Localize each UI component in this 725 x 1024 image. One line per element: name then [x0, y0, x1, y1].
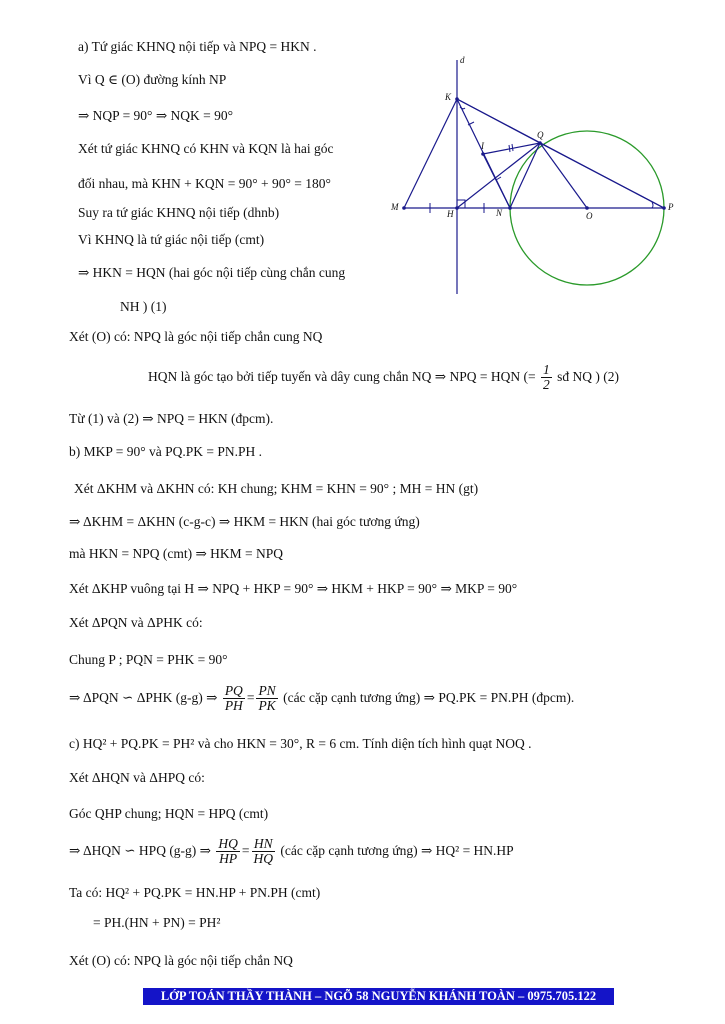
text-segment: (các cặp cạnh tương ứng) ⇒ PQ.PK = PN.PH (đpcm).	[283, 690, 575, 705]
fraction-hn-hq	[252, 837, 276, 866]
geometry-figure	[388, 52, 683, 297]
point-o	[585, 206, 589, 210]
text-segment: (các cặp cạnh tương ứng) ⇒ HQ² = HN.HP	[280, 843, 514, 858]
equals-sign: =	[246, 690, 255, 705]
angle-mark-k	[460, 107, 465, 109]
segment-in	[483, 154, 510, 208]
text-line: Ta có: HQ² + PQ.PK = HN.HP + PN.PH (cmt)	[69, 885, 321, 900]
fraction-denominator: 2	[542, 377, 550, 393]
fraction-numerator: HN	[252, 837, 276, 852]
fraction-half	[541, 363, 552, 392]
text-line: Xét (O) có: NPQ là góc nội tiếp chắn cung NQ	[69, 329, 323, 344]
segment-qo	[540, 143, 587, 208]
text-line: Xét ΔHQN và ΔHPQ có:	[69, 770, 205, 785]
fraction-numerator: PQ	[224, 683, 243, 699]
text-line: đối nhau, mà KHN + KQN = 90° + 90° = 180°	[78, 176, 331, 191]
fraction-denominator: HP	[219, 851, 238, 867]
segment-mk	[404, 99, 457, 208]
segment-nq	[510, 143, 540, 208]
point-h	[455, 206, 459, 210]
text-line: Xét ΔKHM và ΔKHN có: KH chung; KHM = KHN = 90° ; MH = HN (gt)	[74, 481, 479, 496]
fraction-numerator: HQ	[218, 836, 238, 852]
label-h: H	[447, 209, 454, 219]
fraction-denominator: HQ	[253, 851, 273, 867]
text-line-fraction	[69, 680, 574, 716]
point-m	[402, 206, 406, 210]
text-line: Chung P ; PQN = PHK = 90°	[69, 652, 228, 667]
fraction-pn-pk	[256, 684, 277, 713]
text-line: c) HQ² + PQ.PK = PH² và cho HKN = 30°, R = 6 cm. Tính diện tích hình quạt NOQ .	[69, 736, 532, 751]
label-q: Q	[537, 130, 544, 140]
text-line-fraction	[148, 362, 619, 392]
label-m: M	[391, 202, 399, 212]
fraction-numerator: 1	[542, 362, 550, 378]
text-line: ⇒ NQP = 90° ⇒ NQK = 90°	[78, 108, 234, 123]
label-k: K	[445, 92, 452, 102]
footer-banner: LỚP TOÁN THẦY THÀNH – NGÕ 58 NGUYỄN KHÁNH TOÀN – 0975.705.122	[143, 988, 614, 1005]
point-k	[455, 97, 459, 101]
fraction-denominator: PK	[258, 698, 276, 714]
text-line: Vì Q ∈ (O) đường kính NP	[78, 72, 227, 87]
text-segment: HQN là góc tạo bởi tiếp tuyến và dây cung chắn NQ ⇒ NPQ = HQN (=	[148, 369, 536, 384]
point-n	[508, 206, 512, 210]
label-d: d	[460, 55, 465, 65]
text-segment: ⇒ ΔPQN ∽ ΔPHK (g-g) ⇒	[69, 690, 218, 705]
text-line: ⇒ ΔKHM = ΔKHN (c-g-c) ⇒ HKM = HKN (hai góc tương ứng)	[69, 514, 420, 529]
tick-mark-iq	[509, 145, 510, 152]
text-line: Từ (1) và (2) ⇒ NPQ = HKN (đpcm).	[69, 411, 274, 426]
text-line: Xét ΔKHP vuông tại H ⇒ NPQ + HKP = 90° ⇒ HKM + HKP = 90° ⇒ MKP = 90°	[69, 581, 518, 596]
angle-mark-p	[652, 202, 653, 208]
segment-qp	[540, 143, 664, 208]
label-n: N	[496, 208, 503, 218]
fraction-denominator: PH	[224, 698, 243, 714]
text-line: Góc QHP chung; HQN = HPQ (cmt)	[69, 806, 269, 821]
segment-hq	[457, 143, 540, 208]
text-line: Vì KHNQ là tứ giác nội tiếp (cmt)	[78, 232, 265, 247]
text-segment: sđ NQ ) (2)	[557, 369, 619, 384]
text-line: NH ) (1)	[120, 299, 167, 314]
point-q	[538, 141, 542, 145]
text-line: Xét (O) có: NPQ là góc nội tiếp chắn NQ	[69, 953, 293, 968]
text-line: Xét ΔPQN và ΔPHK có:	[69, 615, 203, 630]
text-line: Xét tứ giác KHNQ có KHN và KQN là hai góc	[78, 141, 334, 156]
label-p: P	[668, 202, 674, 212]
fraction-numerator: PN	[258, 683, 276, 699]
text-line: = PH.(HN + PN) = PH²	[93, 915, 221, 930]
point-i	[481, 152, 485, 156]
text-line-fraction	[69, 833, 514, 869]
text-line: Suy ra tứ giác KHNQ nội tiếp (dhnb)	[78, 205, 280, 220]
fraction-pq-ph	[223, 684, 245, 713]
text-line: mà HKN = NPQ (cmt) ⇒ HKM = NPQ	[69, 546, 284, 561]
fraction-hq-hp	[216, 837, 240, 866]
equals-sign: =	[241, 843, 250, 858]
point-p	[662, 206, 666, 210]
segment-iq	[483, 143, 540, 154]
text-line: a) Tứ giác KHNQ nội tiếp và NPQ = HKN .	[78, 39, 317, 54]
text-line: b) MKP = 90° và PQ.PK = PN.PH .	[69, 444, 263, 459]
text-segment: ⇒ ΔHQN ∽ HPQ (g-g) ⇒	[69, 843, 211, 858]
label-i: I	[481, 141, 484, 151]
segment-kq	[457, 99, 540, 143]
tick-mark-iq	[512, 144, 513, 151]
text-line: ⇒ HKN = HQN (hai góc nội tiếp cùng chắn cung	[78, 265, 346, 280]
label-o: O	[586, 211, 593, 221]
